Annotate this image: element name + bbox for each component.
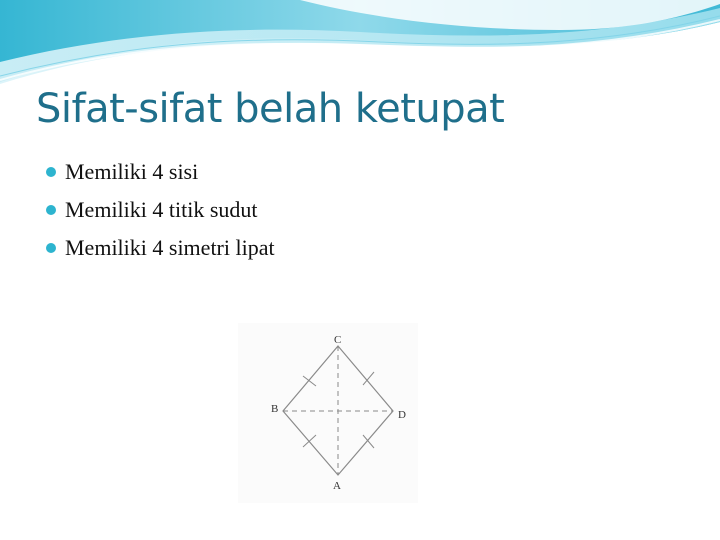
vertex-label-left: B bbox=[271, 403, 279, 415]
tick-mark bbox=[363, 372, 374, 385]
bullet-item bbox=[44, 232, 275, 270]
rhombus-diagram bbox=[238, 323, 418, 503]
tick-mark bbox=[363, 435, 374, 448]
bullet-dot-icon bbox=[46, 243, 56, 253]
vertex-label-right: D bbox=[398, 409, 406, 421]
bullet-text: Memiliki 4 simetri lipat bbox=[65, 235, 275, 260]
vertex-label-top: C bbox=[334, 334, 342, 346]
bullet-dot-icon bbox=[46, 167, 56, 177]
bullet-text: Memiliki 4 titik sudut bbox=[65, 197, 258, 222]
rhombus-figure bbox=[238, 323, 418, 503]
bullet-item bbox=[44, 156, 275, 194]
bullet-item bbox=[44, 194, 275, 232]
bullet-text: Memiliki 4 sisi bbox=[65, 159, 199, 184]
slide-title: Sifat-sifat belah ketupat bbox=[36, 86, 505, 132]
vertex-label-bottom: A bbox=[333, 480, 341, 492]
bullet-dot-icon bbox=[46, 205, 56, 215]
bullet-list bbox=[44, 156, 275, 270]
